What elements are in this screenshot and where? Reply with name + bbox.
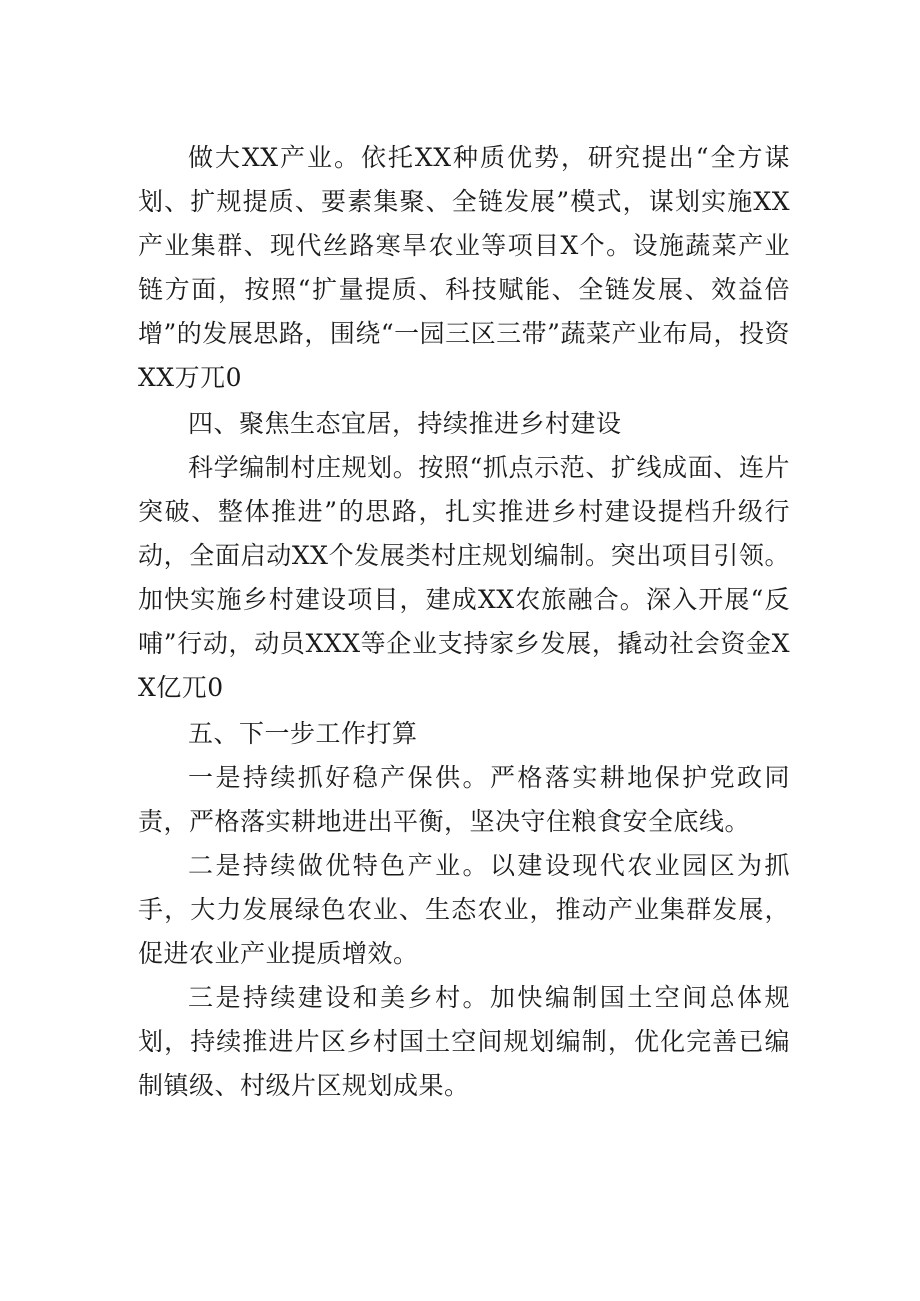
paragraph-xx-industry: 做大XX产业。依托XX种质优势，研究提出“全方谋划、扩规提质、要素集聚、全链发展”模式，谋划实施XX产业集群、现代丝路寒旱农业等项目X个。设施蔬菜产业链方面，按照“扩量提质、科技赋能、全链发展、效益倍增”的发展思路，围绕“一园三区三带”蔬菜产业布局，投资XX万兀0 (138, 143, 790, 392)
section-heading-four: 四、聚焦生态宜居，持续推进乡村建设 (188, 409, 622, 438)
document-body (138, 136, 790, 1108)
paragraph-beautiful-village: 三是持续建设和美乡村。加快编制国土空间总体规划，持续推进片区乡村国土空间规划编制，优化完善已编制镇级、村级片区规划成果。 (138, 983, 790, 1100)
section-heading-five: 五、下一步工作打算 (188, 719, 418, 748)
paragraph-stable-supply: 一是持续抓好稳产保供。严格落实耕地保护党政同责，严格落实耕地进出平衡，坚决守住粮食安全底线。 (138, 763, 790, 836)
paragraph-village-planning: 科学编制村庄规划。按照“抓点示范、扩线成面、连片突破、整体推进”的思路，扎实推进乡村建设提档升级行动，全面启动XX个发展类村庄规划编制。突出项目引领。加快实施乡村建设项目，建成XX农旅融合。深入开展“反哺”行动，动员XXX等企业支持家乡发展，撬动社会资金XX亿兀0 (138, 453, 790, 702)
paragraph-special-industry: 二是持续做优特色产业。以建设现代农业园区为抓手，大力发展绿色农业、生态农业，推动产业集群发展，促进农业产业提质增效。 (138, 851, 790, 968)
